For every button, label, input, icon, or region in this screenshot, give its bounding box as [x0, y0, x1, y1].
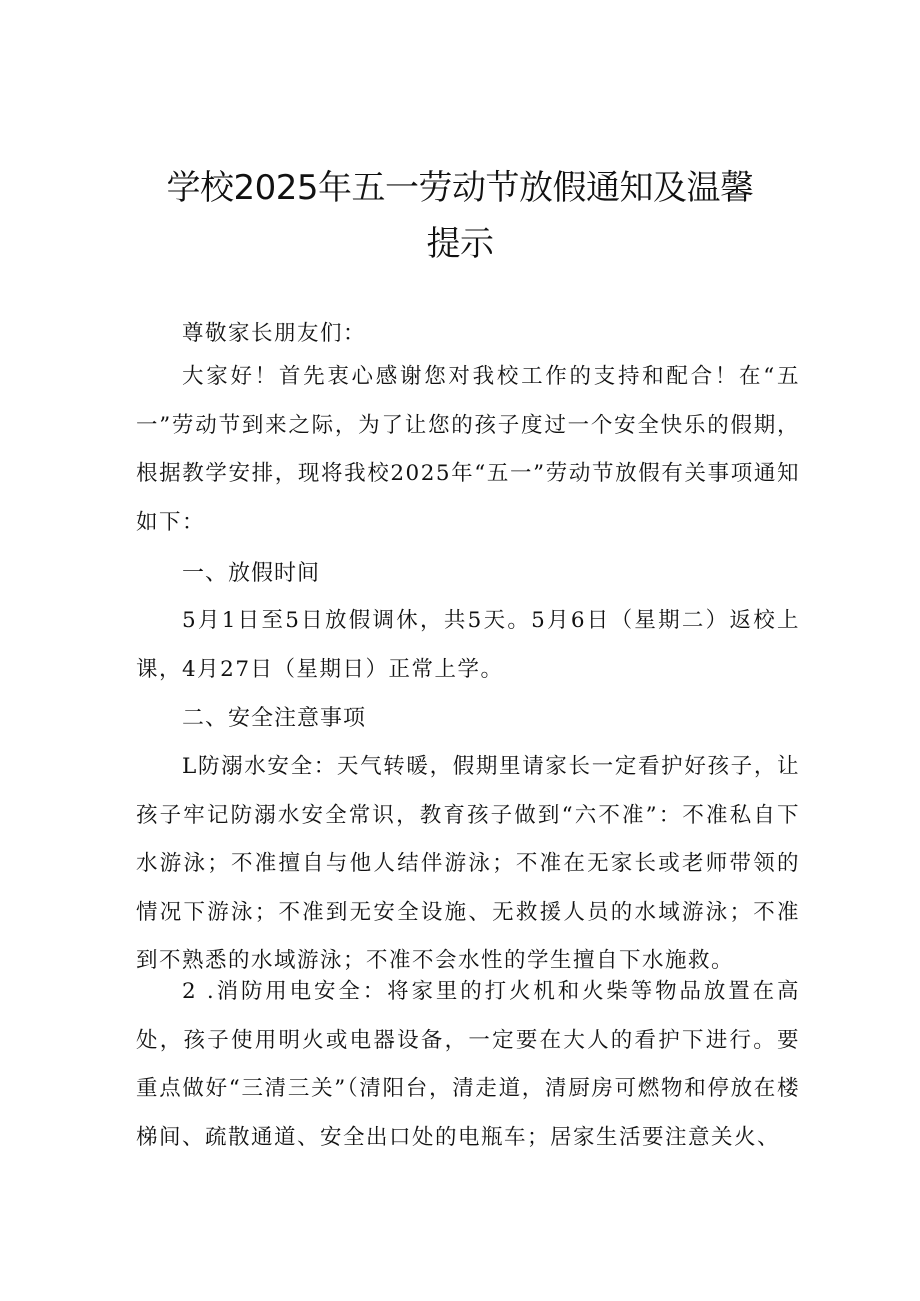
safety-item-fire-electric: 2 .消防用电安全：将家里的打火机和火柴等物品放置在高处，孩子使用明火或电器设备，一定要在大人的看护下进行。要重点做好“三清三关”（清阳台，清走道，清厨房可燃物和停放在楼梯间、疏散通道、安全出口处的电瓶车；居家生活要注意关火、 — [136, 979, 800, 1150]
document-title: 学校2025年五一劳动节放假通知及温馨提示 — [166, 168, 754, 264]
greeting: 尊敬家长朋友们： — [182, 321, 367, 346]
section-heading-safety: 二、安全注意事项 — [182, 706, 367, 731]
intro-paragraph: 大家好！首先衷心感谢您对我校工作的支持和配合！在“五一”劳动节到来之际，为了让您的孩子度过一个安全快乐的假期，根据教学安排，现将我校2025年“五一”劳动节放假有关事项通知如下： — [136, 364, 800, 535]
safety-item-drowning: L防溺水安全：天气转暖，假期里请家长一定看护好孩子，让孩子牢记防溺水安全常识，教育孩子做到“六不准”：不准私自下水游泳；不准擅自与他人结伴游泳；不准在无家长或老师带领的情况下游泳；不准到无安全设施、无救援人员的水域游泳；不准到不熟悉的水域游泳；不准不会水性的学生擅自下水施救。 — [136, 754, 800, 974]
holiday-time-paragraph: 5月1日至5日放假调休，共5天。5月6日（星期二）返校上课，4月27日（星期日）正常上学。 — [136, 608, 800, 682]
section-heading-holiday-time: 一、放假时间 — [182, 561, 321, 586]
